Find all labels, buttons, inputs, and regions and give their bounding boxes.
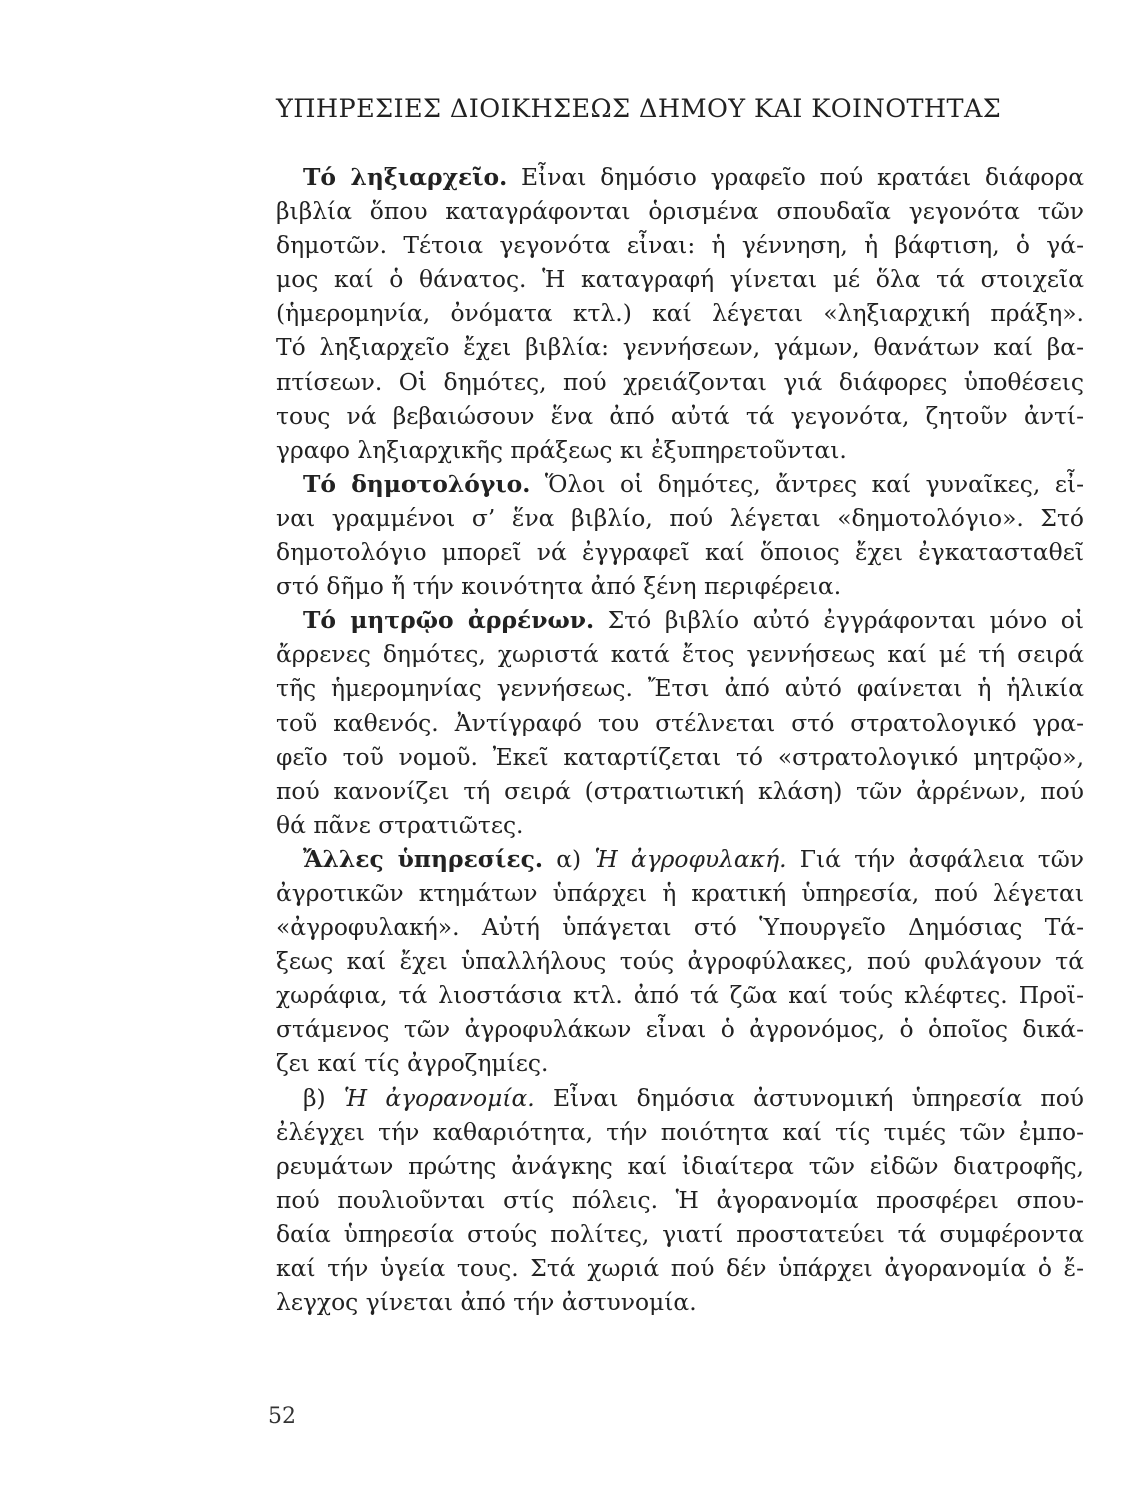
text-line: τοῦ καθενός. Ἀντίγραφό του στέλνεται στό στρατολογικό γρα- [276, 708, 1084, 737]
text-line: χωράφια, τά λιοστάσια κτλ. ἀπό τά ζῶα καί τούς κλέφτες. Προϊ- [276, 981, 1084, 1010]
paragraph-mitroo [276, 603, 1084, 842]
text-line: ζει καί τίς ἀγροζημίες. [276, 1049, 549, 1078]
paragraph-ligksiarxeio [276, 160, 1084, 467]
text-line: (ἡμερομηνία, ὀνόματα κτλ.) καί λέγεται «ληξιαρχική πράξη». [276, 299, 1084, 328]
section-heading: Τό ληξιαρχεῖο. [303, 163, 508, 191]
text-line: Ἄλλες ὑπηρεσίες. α) Ἡ ἀγροφυλακή. Γιά τήν ἀσφάλεια τῶν [303, 844, 1084, 873]
text-line: Τό δημοτολόγιο. Ὅλοι οἱ δημότες, ἄντρες καί γυναῖκες, εἶ- [303, 469, 1085, 498]
text-line: λεγχος γίνεται ἀπό τήν ἀστυνομία. [276, 1288, 697, 1317]
text-line: στάμενος τῶν ἀγροφυλάκων εἶναι ὁ ἀγρονόμος, ὁ ὁποῖος δικά- [276, 1015, 1084, 1044]
section-heading: Τό μητρῷο ἀρρένων. [303, 606, 595, 635]
paragraph-dimotologio [276, 467, 1084, 603]
text-line: πτίσεων. Οἱ δημότες, πού χρειάζονται γιά διάφορες ὑποθέσεις [276, 367, 1084, 396]
text-line: ἄρρενες δημότες, χωριστά κατά ἔτος γεννήσεως καί μέ τή σειρά [276, 640, 1084, 669]
text-line: πού πουλιοῦνται στίς πόλεις. Ἡ ἀγορανομία προσφέρει σπου- [276, 1185, 1084, 1214]
text-line: φεῖο τοῦ νομοῦ. Ἐκεῖ καταρτίζεται τό «στρατολογικό μητρῷο», [276, 742, 1084, 771]
text-line: μος καί ὁ θάνατος. Ἡ καταγραφή γίνεται μέ ὅλα τά στοιχεῖα [276, 265, 1084, 294]
text-line: τῆς ἡμερομηνίας γεννήσεως. Ἔτσι ἀπό αὐτό φαίνεται ἡ ἡλικία [276, 674, 1084, 703]
text-line: δαία ὑπηρεσία στούς πολίτες, γιατί προστατεύει τά συμφέροντα [276, 1219, 1084, 1248]
text-line: ξεως καί ἔχει ὑπαλλήλους τούς ἀγροφύλακες, πού φυλάγουν τά [276, 947, 1084, 976]
running-head: ΥΠΗΡΕΣΙΕΣ ΔΙΟΙΚΗΣΕΩΣ ΔΗΜΟΥ ΚΑΙ ΚΟΙΝΟΤΗΤΑΣ [276, 94, 1002, 124]
text-line: Τό μητρῷο ἀρρένων. Στό βιβλίο αὐτό ἐγγράφονται μόνο οἱ [303, 606, 1084, 635]
text-line: τους νά βεβαιώσουν ἕνα ἀπό αὐτά τά γεγονότα, ζητοῦν ἀντί- [276, 401, 1084, 430]
section-heading: Ἄλλες ὑπηρεσίες. [303, 844, 543, 873]
text-line: Τό ληξιαρχεῖο ἔχει βιβλία: γεννήσεων, γάμων, θανάτων καί βα- [276, 333, 1084, 362]
text-line: β) Ἡ ἀγορανομία. Εἶναι δημόσια ἀστυνομική ὑπηρεσία πού [303, 1083, 1084, 1112]
text-line: ἀγροτικῶν κτημάτων ὑπάρχει ἡ κρατική ὑπηρεσία, πού λέγεται [276, 878, 1084, 907]
text-line: βιβλία ὅπου καταγράφονται ὁρισμένα σπουδαῖα γεγονότα τῶν [276, 197, 1084, 226]
body-text [276, 160, 1084, 1319]
text-line: θά πᾶνε στρατιῶτες. [276, 810, 524, 839]
subsection-title: Ἡ ἀγορανομία. [343, 1083, 535, 1112]
section-heading: Τό δημοτολόγιο. [303, 469, 531, 498]
text-line: ἐλέγχει τήν καθαριότητα, τήν ποιότητα καί τίς τιμές τῶν ἐμπο- [276, 1117, 1084, 1146]
text-line: στό δῆμο ἤ τήν κοινότητα ἀπό ξένη περιφέρεια. [276, 572, 842, 601]
paragraph-agoranomia [276, 1081, 1084, 1320]
text-line: γραφο ληξιαρχικῆς πράξεως κι ἐξυπηρετοῦνται. [276, 435, 847, 464]
text-line: ναι γραμμένοι σ’ ἕνα βιβλίο, πού λέγεται «δημοτολόγιο». Στό [276, 503, 1084, 532]
paragraph-alles-ypiresies [276, 842, 1084, 1081]
text-line: Τό ληξιαρχεῖο. Εἶναι δημόσιο γραφεῖο πού κρατάει διάφορα [303, 163, 1085, 191]
text-line: «ἀγροφυλακή». Αὐτή ὑπάγεται στό Ὑπουργεῖο Δημόσιας Τά- [276, 913, 1084, 942]
page-number: 52 [268, 1404, 296, 1429]
text-line: ρευμάτων πρώτης ἀνάγκης καί ἰδιαίτερα τῶν εἰδῶν διατροφῆς, [276, 1151, 1084, 1180]
text-line: δημοτολόγιο μπορεῖ νά ἐγγραφεῖ καί ὅποιος ἔχει ἐγκατασταθεῖ [276, 538, 1084, 567]
text-line: καί τήν ὑγεία τους. Στά χωριά πού δέν ὑπάρχει ἀγορανομία ὁ ἔ- [276, 1254, 1084, 1282]
text-line: πού κανονίζει τή σειρά (στρατιωτική κλάση) τῶν ἀρρένων, πού [276, 776, 1084, 805]
subsection-title: Ἡ ἀγροφυλακή. [594, 844, 787, 873]
text-line: δημοτῶν. Τέτοια γεγονότα εἶναι: ἡ γέννηση, ἡ βάφτιση, ὁ γά- [276, 231, 1084, 260]
